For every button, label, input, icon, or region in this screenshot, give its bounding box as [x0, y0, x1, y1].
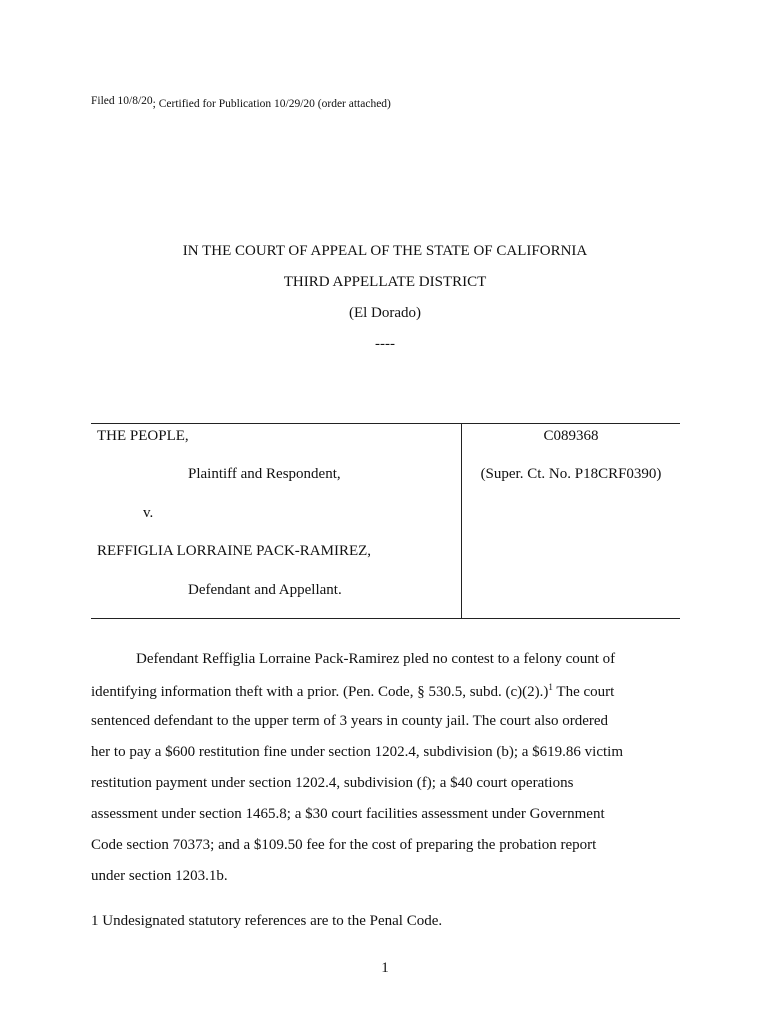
heading-separator: ----	[375, 336, 395, 352]
filing-notice	[91, 95, 391, 110]
body-line-3: sentenced defendant to the upper term of 3 years in county jail. The court also ordered	[91, 713, 609, 729]
body-line-8: under section 1203.1b.	[91, 868, 228, 884]
case-number: C089368	[543, 428, 599, 444]
superior-court-number: (Super. Ct. No. P18CRF0390)	[480, 466, 662, 482]
plaintiff-role: Plaintiff and Respondent,	[188, 466, 341, 482]
versus: v.	[143, 505, 154, 521]
appellate-district: THIRD APPELLATE DISTRICT	[283, 274, 487, 290]
body-line-7: Code section 70373; and a $109.50 fee for the cost of preparing the probation report	[91, 837, 597, 853]
defendant-role: Defendant and Appellant.	[188, 582, 342, 598]
case-caption	[91, 423, 680, 619]
page-number: 1	[381, 960, 389, 976]
body-line-2-text: identifying information theft with a prior. (Pen. Code, § 530.5, subd. (c)(2).)	[91, 684, 549, 700]
body-line-5: restitution payment under section 1202.4, subdivision (f); a $40 court operations	[91, 775, 574, 791]
county: (El Dorado)	[348, 305, 422, 321]
footnote: 1 Undesignated statutory references are to the Penal Code.	[91, 913, 443, 929]
caption-divider	[461, 424, 462, 618]
footnote-marker: 1	[548, 682, 553, 692]
body-line-2-tail: The court	[552, 684, 615, 700]
body-line-1: Defendant Reffiglia Lorraine Pack-Ramirez pled no contest to a felony count of	[136, 651, 616, 667]
certification-note: ; Certified for Publication 10/29/20 (order attached)	[152, 98, 391, 110]
defendant-name: REFFIGLIA LORRAINE PACK-RAMIREZ,	[97, 543, 372, 559]
plaintiff-name: THE PEOPLE,	[97, 428, 189, 444]
body-line-4: her to pay a $600 restitution fine under section 1202.4, subdivision (b); a $619.86 victim	[91, 744, 623, 760]
filed-date: Filed 10/8/20	[91, 95, 153, 107]
body-line-6: assessment under section 1465.8; a $30 court facilities assessment under Government	[91, 806, 605, 822]
court-name: IN THE COURT OF APPEAL OF THE STATE OF CALIFORNIA	[182, 243, 588, 259]
body-line-2	[91, 682, 691, 701]
